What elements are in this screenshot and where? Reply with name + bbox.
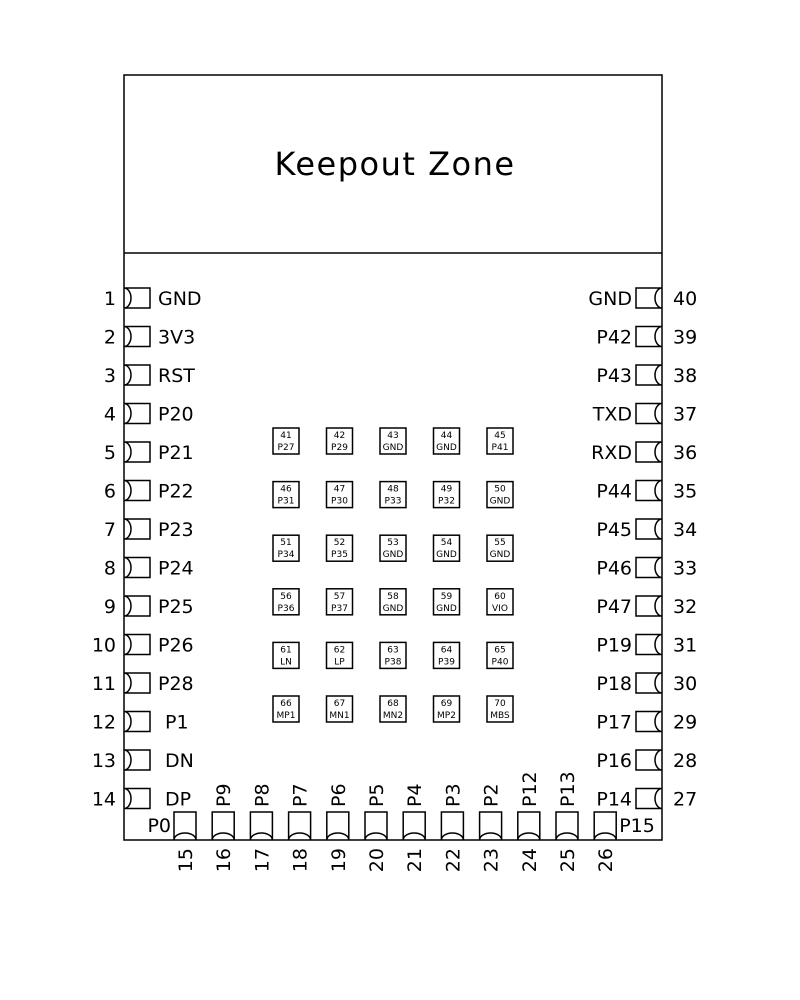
pin-number: 9 (103, 596, 116, 618)
pin-number: 40 (673, 288, 698, 310)
left-pin-2 (104, 327, 195, 349)
pad-label: P33 (384, 496, 402, 507)
pin-number: 28 (673, 750, 698, 772)
center-pad-65 (487, 642, 513, 668)
pin-number: 8 (103, 557, 116, 580)
pin-number: 39 (673, 326, 698, 349)
bottom-pin-26 (594, 812, 655, 872)
pin-label: P22 (158, 480, 194, 503)
center-pad-41 (273, 428, 299, 454)
center-pad-54 (434, 535, 460, 561)
module-outline (124, 75, 662, 840)
left-pin-1 (104, 288, 202, 310)
center-pad-46 (273, 482, 299, 508)
castellated-pad (636, 635, 662, 655)
pin-label: P16 (596, 750, 632, 772)
center-pad-64 (434, 642, 460, 668)
pin-label: P42 (596, 326, 632, 349)
pin-number: 3 (103, 365, 116, 387)
bottom-pin-19 (327, 783, 350, 872)
center-pad-43 (380, 428, 406, 454)
bottom-pin-22 (441, 783, 464, 872)
castellated-pad (250, 812, 272, 840)
castellated-pad (289, 812, 311, 840)
pin-number: 32 (673, 596, 698, 618)
bottom-pin-25 (556, 771, 579, 872)
pin-number: 11 (91, 673, 116, 695)
center-pad-52 (327, 535, 353, 561)
left-pin-11 (92, 673, 194, 695)
bottom-pin-24 (518, 771, 541, 872)
pin-number: 16 (213, 848, 236, 873)
pin-label: 3V3 (158, 326, 196, 349)
pin-label: GND (158, 288, 202, 310)
pad-label: P41 (491, 443, 509, 453)
left-pin-6 (104, 481, 194, 503)
castellated-pad (212, 812, 234, 840)
pin-label: P15 (619, 815, 655, 837)
pad-number: 54 (440, 538, 453, 549)
pad-label: P30 (331, 496, 348, 507)
pin-number: 24 (518, 848, 541, 873)
left-pin-row (92, 288, 202, 811)
pad-label: P27 (277, 443, 295, 453)
pin-number: 21 (404, 848, 427, 873)
pad-label: GND (436, 550, 457, 561)
keepout-zone-label: Keepout Zone (274, 145, 516, 183)
center-pad-45 (487, 428, 513, 454)
castellated-pad (124, 404, 150, 424)
castellated-pad (636, 288, 662, 308)
pad-number: 67 (333, 699, 346, 709)
center-pad-58 (380, 589, 406, 615)
pin-label: P26 (158, 634, 194, 657)
right-pin-34 (596, 519, 697, 541)
pin-number: 30 (673, 673, 698, 695)
right-pin-31 (596, 635, 697, 657)
center-pad-61 (273, 642, 299, 668)
pin-number: 26 (595, 848, 618, 873)
pad-number: 50 (494, 484, 506, 495)
castellated-pad (365, 812, 387, 840)
pin-label: P24 (158, 557, 194, 580)
left-pin-7 (104, 519, 194, 541)
pin-number: 6 (103, 480, 116, 503)
pad-label: GND (382, 603, 404, 614)
pad-number: 53 (387, 538, 399, 549)
pad-number: 62 (333, 645, 346, 656)
pin-label: P1 (165, 711, 189, 734)
pad-label: GND (436, 603, 457, 614)
pad-label: P29 (331, 443, 348, 453)
pin-label: P47 (596, 596, 632, 618)
pad-number: 55 (494, 538, 506, 549)
right-pin-28 (596, 750, 697, 772)
castellated-pad (124, 750, 150, 770)
pad-label: P34 (277, 550, 295, 561)
pad-label: MN2 (382, 711, 404, 721)
castellated-pad (124, 596, 150, 616)
center-pad-62 (327, 642, 353, 668)
pin-label: P44 (596, 480, 632, 503)
pin-number: 35 (673, 480, 698, 503)
castellated-pad (124, 365, 150, 385)
castellated-pad (124, 789, 150, 809)
pad-number: 41 (280, 431, 292, 441)
center-pad-53 (380, 535, 406, 561)
castellated-pad (327, 812, 349, 840)
pin-number: 36 (673, 442, 698, 464)
pin-number: 13 (91, 750, 116, 772)
pad-label: VIO (492, 603, 508, 614)
pin-label: P28 (158, 673, 194, 695)
castellated-pad (636, 712, 662, 732)
castellated-pad (636, 558, 662, 578)
right-pin-35 (596, 481, 697, 503)
center-pad-70 (487, 696, 513, 722)
castellated-pad (636, 365, 662, 385)
pin-label: P19 (596, 634, 632, 657)
pad-label: P36 (277, 603, 295, 614)
pad-number: 47 (333, 484, 346, 495)
pin-number: 20 (366, 848, 388, 873)
pad-label: GND (489, 496, 511, 507)
pin-number: 5 (103, 442, 116, 464)
pad-number: 61 (280, 645, 292, 656)
bottom-pin-23 (480, 783, 503, 872)
left-pin-8 (104, 558, 194, 580)
right-pin-39 (596, 327, 697, 349)
pad-label: GND (489, 550, 511, 561)
pin-label: P0 (147, 815, 171, 837)
pad-number: 65 (494, 645, 506, 656)
castellated-pad (174, 812, 196, 840)
pin-label: P43 (596, 365, 632, 387)
pin-number: 12 (91, 711, 116, 734)
center-pad-44 (434, 428, 460, 454)
castellated-pad (124, 288, 150, 308)
center-pad-55 (487, 535, 513, 561)
pad-label: P32 (438, 496, 455, 507)
bottom-pin-16 (212, 783, 235, 872)
pad-label: LN (280, 657, 292, 668)
center-pad-59 (434, 589, 460, 615)
left-pin-13 (92, 750, 194, 772)
castellated-pad (124, 519, 150, 539)
pin-label: P46 (596, 557, 632, 580)
pad-number: 66 (280, 699, 292, 709)
center-pad-60 (487, 589, 513, 615)
pin-label: P17 (596, 711, 632, 734)
pin-number: 27 (673, 788, 698, 811)
left-pin-4 (104, 404, 194, 426)
pin-label: P4 (404, 783, 427, 807)
bottom-pin-21 (403, 783, 426, 872)
pin-number: 31 (673, 634, 698, 657)
castellated-pad (636, 481, 662, 501)
castellated-pad (124, 558, 150, 578)
pin-number: 19 (327, 848, 350, 873)
pin-number: 29 (673, 711, 698, 734)
pin-label: P5 (366, 783, 388, 807)
bottom-pin-18 (289, 783, 312, 872)
castellated-pad (124, 635, 150, 655)
pin-number: 38 (673, 365, 698, 387)
pin-number: 25 (557, 848, 579, 873)
bottom-pin-row (147, 771, 654, 872)
left-pin-12 (92, 712, 189, 734)
pin-number: 2 (103, 326, 116, 349)
pin-label: P21 (158, 442, 194, 464)
bottom-pin-15 (147, 812, 197, 872)
castellated-pad (636, 442, 662, 462)
castellated-pad (636, 519, 662, 539)
pad-number: 48 (387, 484, 399, 495)
pad-number: 49 (440, 484, 453, 495)
pad-number: 44 (440, 431, 453, 441)
pin-label: P45 (596, 519, 632, 541)
pad-label: LP (334, 657, 345, 668)
pin-label: P18 (596, 673, 632, 695)
castellated-pad (124, 712, 150, 732)
castellated-pad (636, 750, 662, 770)
center-pad-56 (273, 589, 299, 615)
right-pin-row (588, 288, 697, 811)
right-pin-36 (591, 442, 697, 464)
pin-number: 14 (91, 788, 116, 811)
pin-label: DN (165, 750, 194, 772)
left-pin-9 (104, 596, 194, 618)
pad-number: 58 (387, 591, 399, 602)
castellated-pad (636, 789, 662, 809)
pad-label: P37 (331, 603, 348, 614)
pin-number: 1 (103, 288, 116, 310)
pin-number: 17 (251, 848, 274, 873)
castellated-pad (636, 673, 662, 693)
castellated-pad (124, 673, 150, 693)
right-pin-33 (596, 558, 697, 580)
pin-label: RXD (591, 442, 632, 464)
pad-number: 56 (280, 591, 292, 602)
pad-number: 45 (494, 431, 506, 441)
pad-label: P39 (438, 657, 455, 668)
castellated-pad (403, 812, 425, 840)
pad-number: 70 (494, 699, 506, 709)
pin-number: 33 (673, 557, 698, 580)
right-pin-27 (596, 789, 697, 811)
pin-label: P7 (289, 783, 312, 807)
center-pad-69 (434, 696, 460, 722)
left-pin-14 (92, 789, 191, 811)
pin-label: P3 (442, 783, 465, 807)
pad-label: MP2 (437, 711, 456, 721)
center-pad-63 (380, 642, 406, 668)
pin-number: 37 (673, 403, 698, 426)
pad-number: 52 (333, 538, 346, 549)
center-pad-grid (273, 428, 513, 722)
pad-label: GND (436, 443, 457, 453)
center-pad-67 (327, 696, 353, 722)
pad-number: 60 (494, 591, 506, 602)
pad-number: 69 (440, 699, 453, 709)
center-pad-66 (273, 696, 299, 722)
center-pad-57 (327, 589, 353, 615)
pad-label: GND (382, 443, 404, 453)
bottom-pin-17 (250, 783, 273, 872)
center-pad-49 (434, 482, 460, 508)
right-pin-32 (596, 596, 697, 618)
pin-label: P13 (557, 771, 579, 807)
pad-label: GND (382, 550, 404, 561)
pad-label: MP1 (276, 711, 296, 721)
pin-label: P8 (251, 783, 274, 807)
right-pin-30 (596, 673, 697, 695)
castellated-pad (636, 327, 662, 347)
pad-label: P38 (384, 657, 402, 668)
right-pin-29 (596, 712, 697, 734)
castellated-pad (124, 442, 150, 462)
right-pin-38 (596, 365, 697, 387)
pad-label: MBS (490, 711, 510, 721)
pad-number: 59 (440, 591, 453, 602)
castellated-pad (124, 327, 150, 347)
castellated-pad (636, 596, 662, 616)
center-pad-68 (380, 696, 406, 722)
pin-label: GND (588, 288, 632, 310)
pin-number: 18 (289, 848, 312, 873)
center-pad-42 (327, 428, 353, 454)
pin-number: 22 (442, 848, 465, 873)
castellated-pad (480, 812, 502, 840)
bottom-pin-20 (365, 783, 388, 872)
center-pad-47 (327, 482, 353, 508)
module-body (124, 75, 662, 840)
pad-label: P35 (331, 550, 348, 561)
pin-label: P25 (158, 596, 194, 618)
pin-number: 15 (175, 848, 197, 873)
pad-label: MN1 (329, 711, 350, 721)
pad-number: 43 (387, 431, 399, 441)
pin-number: 7 (103, 519, 116, 541)
pad-number: 64 (440, 645, 453, 656)
pin-label: RST (158, 365, 195, 387)
left-pin-3 (104, 365, 195, 387)
pin-label: TXD (592, 403, 632, 426)
pin-label: DP (165, 788, 192, 811)
castellated-pad (124, 481, 150, 501)
left-pin-5 (104, 442, 194, 464)
pin-label: P12 (518, 771, 541, 807)
pad-number: 68 (387, 699, 399, 709)
pad-number: 57 (333, 591, 346, 602)
pin-number: 10 (91, 634, 116, 657)
castellated-pad (556, 812, 578, 840)
right-pin-40 (588, 288, 697, 310)
pin-label: P14 (596, 788, 632, 811)
pad-label: P40 (491, 657, 509, 668)
pin-label: P2 (480, 783, 503, 807)
castellated-pad (636, 404, 662, 424)
pin-number: 4 (103, 403, 116, 426)
castellated-pad (441, 812, 463, 840)
pin-label: P9 (213, 783, 236, 807)
pad-number: 63 (387, 645, 399, 656)
pin-number: 34 (673, 519, 698, 541)
center-pad-50 (487, 482, 513, 508)
pad-number: 46 (280, 484, 292, 495)
center-pad-48 (380, 482, 406, 508)
pin-label: P23 (158, 519, 194, 541)
left-pin-10 (92, 635, 194, 657)
pin-label: P20 (158, 403, 194, 426)
castellated-pad (594, 812, 616, 840)
pin-number: 23 (480, 848, 503, 873)
castellated-pad (518, 812, 540, 840)
pad-number: 51 (280, 538, 292, 549)
pad-label: P31 (277, 496, 295, 507)
pad-number: 42 (333, 431, 346, 441)
center-pad-51 (273, 535, 299, 561)
right-pin-37 (592, 404, 697, 426)
pin-label: P6 (327, 783, 350, 807)
